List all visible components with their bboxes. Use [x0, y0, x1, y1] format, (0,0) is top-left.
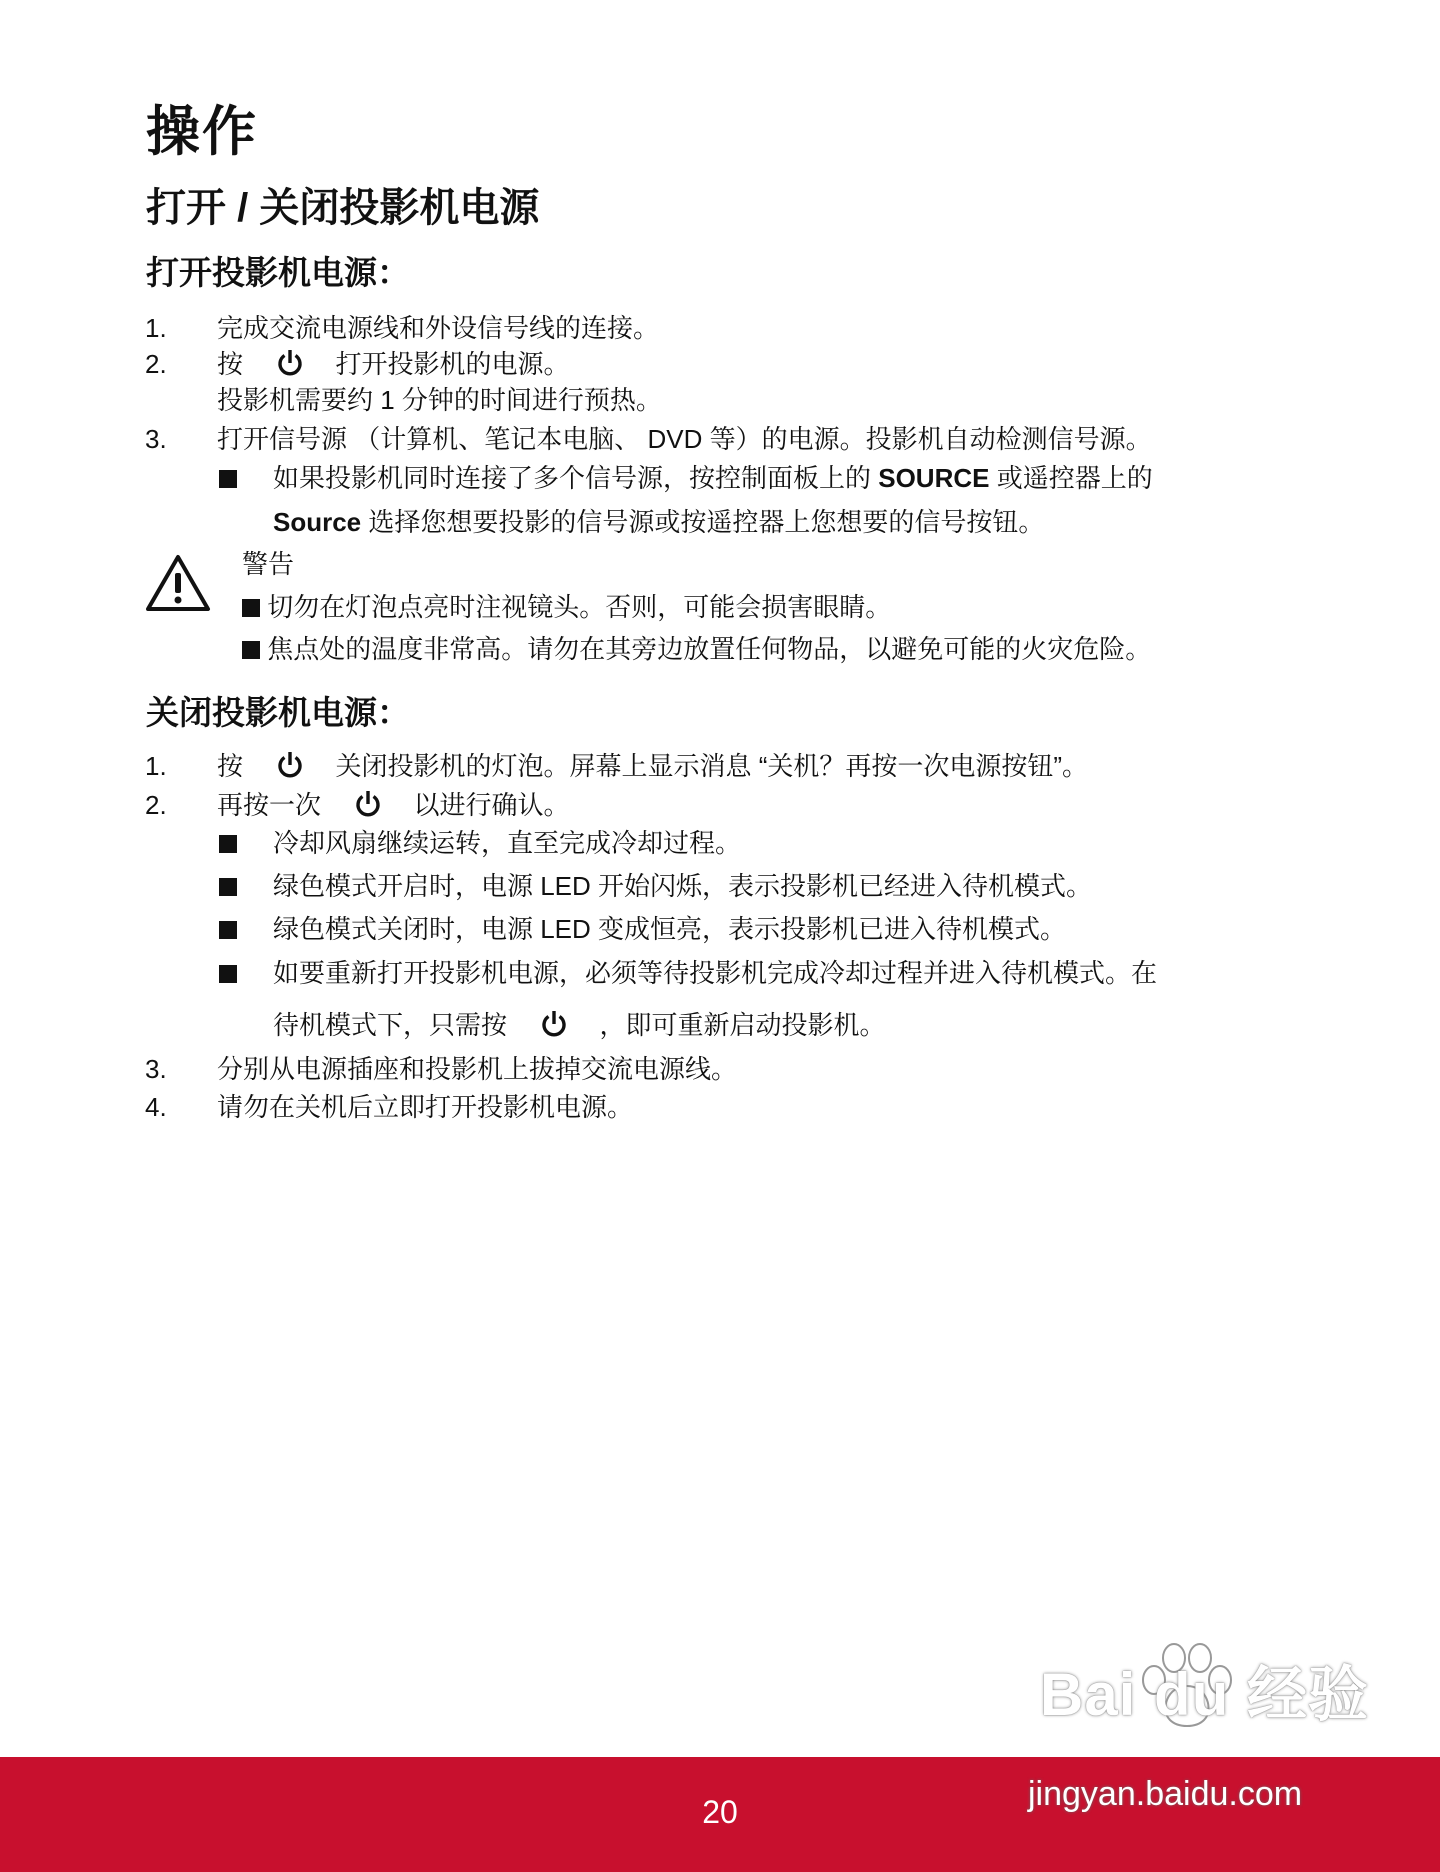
warning-triangle-icon — [144, 553, 212, 613]
list-bullet — [219, 911, 237, 947]
step-number: 2. — [145, 349, 167, 379]
step-text: 按 关闭投影机的灯泡。屏幕上显示消息 “关机？再按一次电源按钮”。 — [217, 751, 1089, 781]
bullet-text: Source 选择您想要投影的信号源或按遥控器上您想要的信号按钮。 — [273, 507, 1045, 537]
page-title: 操作 — [146, 102, 258, 162]
step-number: 1. — [145, 751, 167, 781]
step-number: 3. — [145, 424, 167, 454]
page-number: 20 — [702, 1794, 738, 1830]
list-bullet — [219, 460, 237, 496]
step-text: 请勿在关机后立即打开投影机电源。 — [217, 1092, 634, 1122]
power-icon — [538, 1008, 570, 1040]
step-text: 分别从电源插座和投影机上拔掉交流电源线。 — [217, 1054, 738, 1084]
bullet-text: 如要重新打开投影机电源，必须等待投影机完成冷却过程并进入待机模式。在 — [273, 958, 1158, 988]
power-on-heading: 打开投影机电源： — [146, 254, 410, 291]
step-text: 完成交流电源线和外设信号线的连接。 — [217, 313, 660, 343]
bullet-text: 冷却风扇继续运转，直至完成冷却过程。 — [273, 828, 742, 858]
step-number: 1. — [145, 313, 167, 343]
power-icon — [352, 788, 384, 820]
warning-item: 切勿在灯泡点亮时注视镜头。否则，可能会损害眼睛。 — [242, 589, 891, 625]
power-off-heading: 关闭投影机电源： — [146, 694, 410, 731]
baidu-jingyan-watermark — [1020, 1640, 1380, 1813]
bullet-text: 绿色模式开启时，电源 LED 开始闪烁，表示投影机已经进入待机模式。 — [273, 871, 1093, 901]
warning-item: 焦点处的温度非常高。请勿在其旁边放置任何物品，以避免可能的火灾危险。 — [242, 631, 1151, 667]
list-bullet — [219, 955, 237, 991]
list-bullet — [219, 868, 237, 904]
step-number: 4. — [145, 1092, 167, 1122]
step-number: 2. — [145, 790, 167, 820]
step-text: 打开信号源 （计算机、笔记本电脑、 DVD 等）的电源。投影机自动检测信号源。 — [217, 424, 1152, 454]
warning-label: 警告 — [242, 549, 295, 579]
bullet-text: 如果投影机同时连接了多个信号源，按控制面板上的 SOURCE 或遥控器上的 — [273, 463, 1153, 493]
list-bullet — [219, 825, 237, 861]
power-icon — [274, 749, 306, 781]
watermark-logo: Bai du 经验 — [1040, 1661, 1370, 1728]
bullet-text: 绿色模式关闭时，电源 LED 变成恒亮，表示投影机已进入待机模式。 — [273, 914, 1067, 944]
bullet-text: 待机模式下，只需按 ，即可重新启动投影机。 — [273, 1010, 886, 1040]
watermark-url: jingyan.baidu.com — [1028, 1775, 1303, 1813]
step-text: 按 打开投影机的电源。 — [217, 349, 570, 379]
step-text: 投影机需要约 1 分钟的时间进行预热。 — [217, 385, 662, 415]
section-title: 打开 / 关闭投影机电源 — [146, 186, 540, 230]
power-icon — [274, 347, 306, 379]
step-text: 再按一次 以进行确认。 — [217, 790, 570, 820]
step-number: 3. — [145, 1054, 167, 1084]
